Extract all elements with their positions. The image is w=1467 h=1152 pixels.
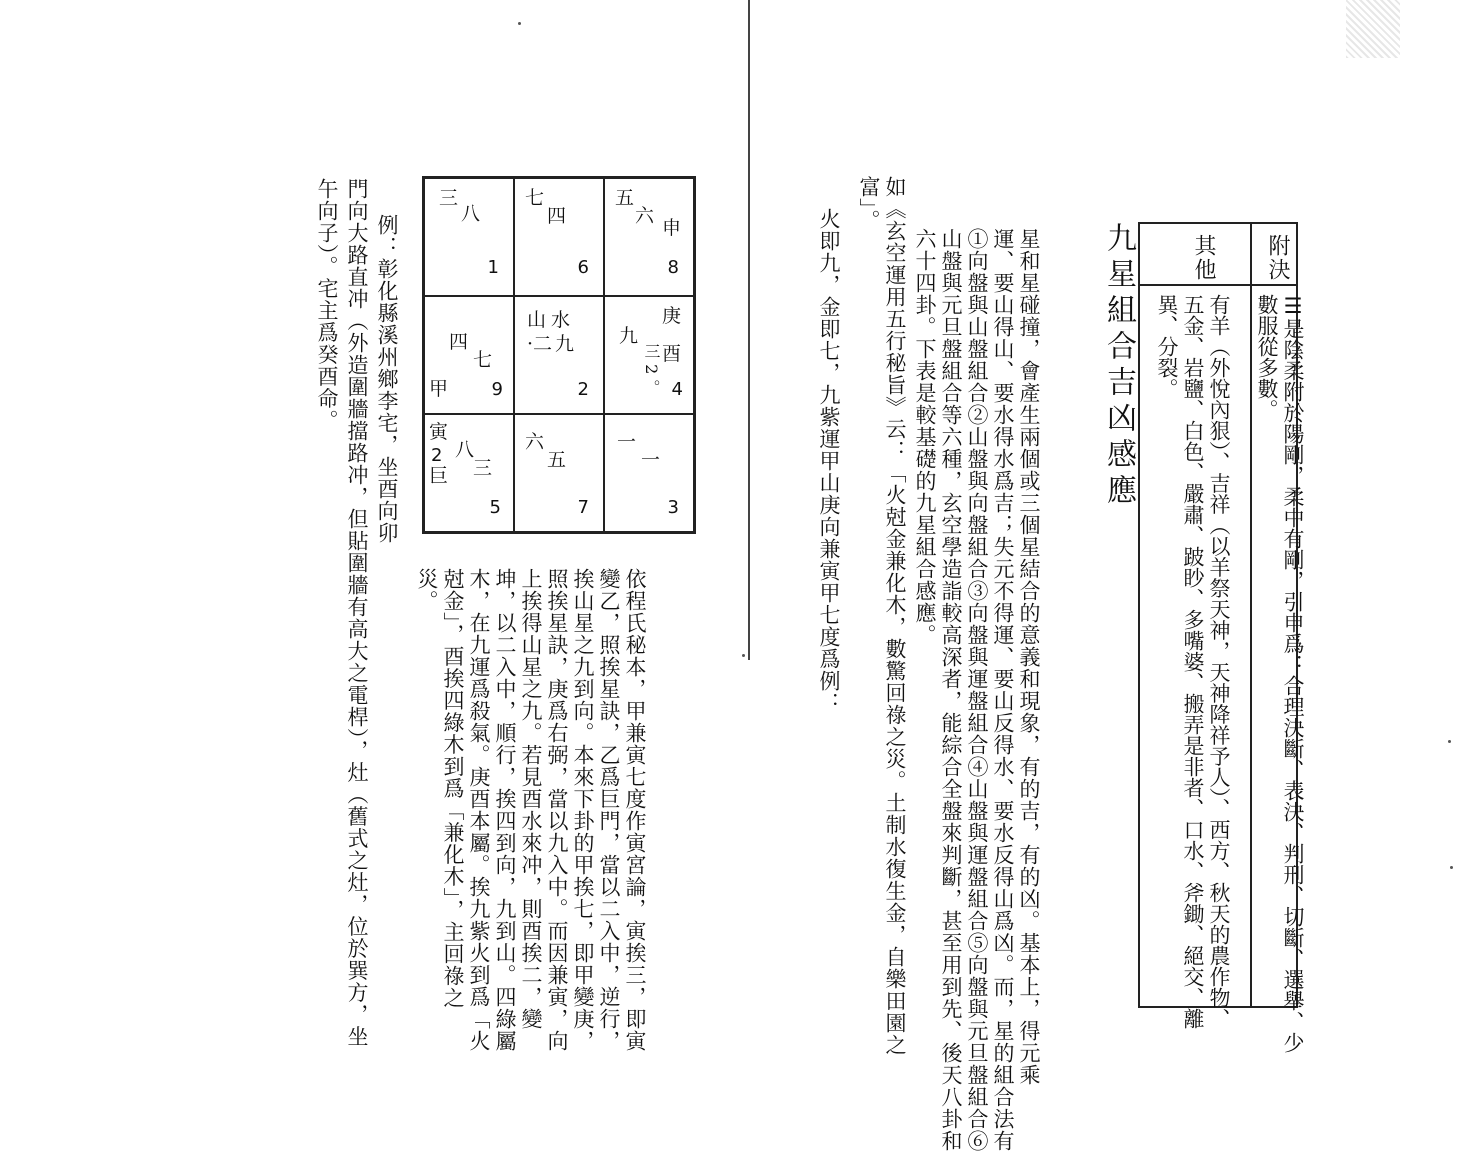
- cell-star: 三 2 。: [642, 343, 661, 396]
- grid-cell: [514, 414, 604, 532]
- cell-star: 九: [555, 333, 575, 355]
- text-line: ①向盤與山盤組合②山盤與向盤組合③向盤與運盤組合④山盤與運盤組合⑤向盤與元旦盤組合⑥: [965, 228, 989, 1152]
- cell-star: 六: [525, 431, 545, 453]
- cell-star: 一: [617, 431, 637, 453]
- grid-cell: [514, 178, 604, 296]
- grid-cell: [604, 296, 694, 414]
- text-line: 例：彰化縣溪州鄉李宅，坐酉向卯: [375, 214, 399, 544]
- grid-cell: [514, 296, 604, 414]
- cell-number: 6: [577, 257, 589, 278]
- scan-speck: [1448, 740, 1451, 743]
- section-title: 九星組合吉凶感應: [1101, 222, 1136, 510]
- scan-speck: [518, 22, 521, 25]
- table-line: 有羊（外悅內狠）、吉祥（以羊祭天神，天神降祥予人）、西方、秋天的農作物、: [1207, 294, 1231, 1029]
- text-line: 運、要山得山、要水得水爲吉；失元不得運、要山反得水、要水反得山爲凶。而，星的組合法有: [991, 228, 1015, 1152]
- grid-cell: [604, 178, 694, 296]
- table-header-bottom: 其他: [1191, 234, 1216, 282]
- scan-noise: [1346, 0, 1400, 58]
- cell-direction: 酉: [661, 343, 681, 365]
- text-line: 富」。: [857, 176, 881, 232]
- grid-cell: [424, 296, 514, 414]
- cell-star: 五: [547, 449, 567, 471]
- text-line: 照挨星訣，庚爲右弼，當以九入中。而因兼寅，向: [545, 568, 569, 1052]
- cell-star: ·二: [527, 333, 553, 355]
- text-line: 挨山星之九到向。本來下卦的甲挨七，即甲變庚，: [571, 568, 595, 1052]
- cell-number: 2: [577, 379, 589, 400]
- table-line: 異、分裂。: [1155, 294, 1179, 399]
- cell-number: 8: [667, 257, 679, 278]
- grid-cell: [424, 178, 514, 296]
- cell-star: 五: [615, 187, 635, 209]
- text-line: 六十四卦。下表是較基礎的九星組合感應。: [913, 228, 937, 646]
- text-line: 門向大路直冲（外造圍牆擋路冲，但貼圍牆有高大之電桿），灶（舊式之灶，位於巽方，坐: [345, 178, 369, 1048]
- paragraph-1: [912, 228, 1042, 1152]
- grid-cell: [604, 414, 694, 532]
- cell-star: 七: [525, 187, 545, 209]
- example-paragraph: [312, 178, 402, 1048]
- cell-star: 三: [439, 187, 459, 209]
- cell-number: 9: [491, 379, 503, 400]
- table-divider: [1250, 224, 1252, 1006]
- cell-star: 山: [527, 309, 547, 331]
- cell-star: 七: [473, 349, 493, 371]
- cell-star: 九: [619, 325, 639, 347]
- text-line: 如《玄空運用五行秘旨》云：「火尅金兼化木，數驚回祿之災。土制水復生金，自樂田園之: [883, 176, 907, 1056]
- text-line: 上挨得山星之九。若見酉水來冲，則酉挨二，變: [519, 568, 543, 1030]
- analysis-paragraph: [414, 568, 648, 1052]
- table-line: 五金、岩鹽、白色、嚴肅、跛眇、多嘴婆、搬弄是非者、口水、斧鋤、絕交、離: [1181, 294, 1205, 1029]
- table-line: 數服從多數。: [1255, 294, 1279, 420]
- cell-star: 一: [641, 449, 661, 471]
- text-line: 午向子）。宅主爲癸酉命。: [315, 178, 339, 432]
- cell-number: 4: [671, 379, 683, 400]
- cell-direction: 庚: [661, 305, 681, 327]
- cell-star: 六: [635, 205, 655, 227]
- text-line: 木，在九運爲殺氣。庚酉本屬。挨九紫火到爲「火: [467, 568, 491, 1052]
- paragraph-2: [856, 176, 908, 1056]
- book-gutter: [748, 0, 750, 660]
- cell-star: 八: [461, 203, 481, 225]
- table-cell-top: [1254, 294, 1306, 1053]
- text-line: 災。: [415, 568, 439, 612]
- cell-number: 7: [577, 497, 589, 518]
- cell-number: 1: [487, 257, 499, 278]
- scan-speck: [1450, 866, 1453, 869]
- example-intro: 火即九，金即七，九紫運甲山庚向兼寅甲七度爲例：: [817, 208, 841, 714]
- cell-star: 水: [551, 309, 571, 331]
- text-line: 坤，以二入中，順行，挨四到向，九到山。四綠屬: [493, 568, 517, 1052]
- table-divider: [1140, 284, 1296, 286]
- cell-star: 2: [431, 445, 443, 466]
- table-line: ☰是陰柔附於陽剛，柔中有剛，引申爲：合理決斷、表決、判刑、切斷、選舉、少: [1281, 294, 1305, 1053]
- text-line: 星和星碰撞，會產生兩個或三個星結合的意義和現象，有的吉，有的凶。基本上，得元乘: [1017, 228, 1041, 1086]
- table-header-top: 附決: [1265, 234, 1290, 282]
- table-cell-bottom: [1154, 294, 1232, 1029]
- text-line: 尅金」，酉挨四綠木到爲「兼化木」，主回祿之: [441, 568, 465, 1009]
- cell-star: 三: [473, 457, 493, 479]
- cell-number: 5: [489, 497, 501, 518]
- star-chart-grid: [422, 176, 696, 534]
- cell-star: 四: [547, 205, 567, 227]
- grid-cell: [424, 414, 514, 532]
- cell-direction: 申: [661, 217, 681, 239]
- cell-direction: 寅: [429, 421, 449, 443]
- text-line: 山盤與元旦盤組合等六種，玄空學造詣較高深者，能綜合全盤來判斷，甚至用到先、後天八卦和: [939, 228, 963, 1152]
- cell-number: 3: [667, 497, 679, 518]
- cell-star: 四: [449, 331, 469, 353]
- text-line: 依程氏秘本，甲兼寅七度作寅宮論，寅挨三，即寅: [623, 568, 647, 1052]
- cell-direction: 甲: [429, 378, 449, 400]
- reference-table: [1138, 222, 1305, 1053]
- text-line: 變乙，照挨星訣，乙爲巨門，當以二入中，逆行，: [597, 568, 621, 1052]
- cell-direction: 巨: [429, 465, 449, 487]
- cell-star: 八: [455, 439, 475, 461]
- scan-speck: [742, 654, 745, 657]
